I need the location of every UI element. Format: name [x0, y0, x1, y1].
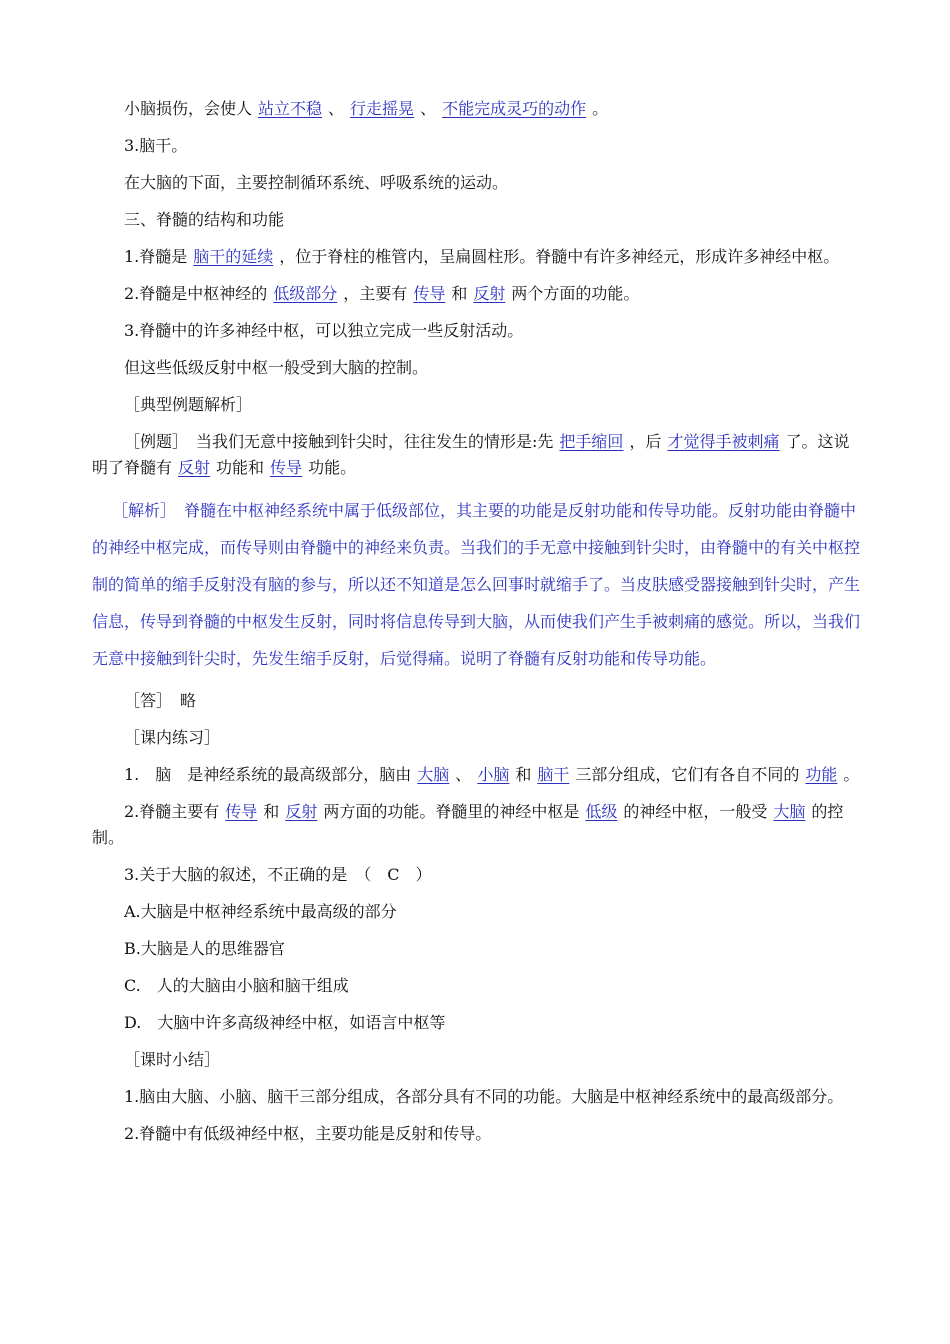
blank-answer: 站立不稳	[258, 99, 323, 118]
blank-answer: 行走摇晃	[350, 99, 415, 118]
answer-line: ［答］ 略	[124, 691, 197, 710]
blank-answer: 低级	[585, 802, 618, 821]
summary-point-1: 1.脑由大脑、小脑、脑干三部分组成，各部分具有不同的功能。大脑是中枢神经系统中的最高级部分。	[124, 1087, 844, 1106]
summary-heading: ［课时小结］	[124, 1050, 221, 1069]
brainstem-text: 在大脑的下面，主要控制循环系统、呼吸系统的运动。	[124, 173, 509, 192]
practice-question-1: 1. 脑 是神经系统的最高级部分，脑由 大脑 、 小脑 和 脑干 三部分组成，它们有各自不同的 功能 。	[124, 765, 860, 784]
blank-answer: 不能完成灵巧的动作	[442, 99, 587, 118]
example-question: ［例题］ 当我们无意中接触到针尖时，往往发生的情形是:先 把手缩回 ，后 才觉得手被刺痛 了。这说明了脊髓有 反射 功能和 传导 功能。	[92, 432, 850, 477]
blank-answer: 传导	[413, 284, 446, 303]
blank-answer: 功能	[805, 765, 838, 784]
spinal-cord-point-2: 2.脊髓是中枢神经的 低级部分 ，主要有 传导 和 反射 两个方面的功能。	[124, 284, 640, 303]
blank-answer: 大脑	[773, 802, 806, 821]
spinal-cord-point-1: 1.脊髓是 脑干的延续 ，位于脊柱的椎管内，呈扁圆柱形。脊髓中有许多神经元，形成许多神经中枢。	[124, 247, 840, 266]
blank-answer: 把手缩回	[559, 432, 624, 451]
practice-question-2: 2.脊髓主要有 传导 和 反射 两方面的功能。脊髓里的神经中枢是 低级 的神经中枢，一般受 大脑 的控制。	[92, 802, 844, 847]
blank-answer: 反射	[473, 284, 506, 303]
blank-answer: 才觉得手被刺痛	[667, 432, 780, 451]
blank-answer: 脑干的延续	[193, 247, 274, 266]
spinal-cord-point-3: 3.脊髓中的许多神经中枢，可以独立完成一些反射活动。	[124, 321, 524, 340]
brainstem-heading: 3.脑干。	[124, 136, 188, 155]
document-page	[92, 96, 860, 1158]
blank-answer: 小脑	[477, 765, 510, 784]
blank-answer: 脑干	[537, 765, 570, 784]
blank-answer: 传导	[225, 802, 258, 821]
blank-answer: 反射	[285, 802, 318, 821]
option-d: D. 大脑中许多高级神经中枢，如语言中枢等	[124, 1013, 446, 1032]
blank-answer: 低级部分	[273, 284, 338, 303]
option-c: C. 人的大脑由小脑和脑干组成	[124, 976, 349, 995]
option-b: B.大脑是人的思维器官	[124, 939, 285, 958]
blank-answer: 大脑	[417, 765, 450, 784]
blank-answer: 反射	[178, 458, 211, 477]
example-heading: ［典型例题解析］	[124, 395, 253, 414]
practice-question-3: 3.关于大脑的叙述，不正确的是 （ C ）	[124, 865, 432, 884]
summary-point-2: 2.脊髓中有低级神经中枢，主要功能是反射和传导。	[124, 1124, 492, 1143]
practice-heading: ［课内练习］	[124, 728, 221, 747]
analysis-text: ［解析］ 脊髓在中枢神经系统中属于低级部位，其主要的功能是反射功能和传导功能。反射功能由脊髓中的神经中枢完成，而传导则由脊髓中的神经来负责。当我们的手无意中接触到针尖时，由脊髓中的有关中枢控制的简单的缩手反射没有脑的参与，所以还不知道是怎么回事时就缩手了。当皮肤感受器接触到针尖时，产生信息，传导到脊髓的中枢发生反射，同时将信息传导到大脑，从而使我们产生手被刺痛的感觉。所以，当我们无意中接触到针尖时，先发生缩手反射，后觉得痛。说明了脊髓有反射功能和传导功能。	[92, 501, 861, 668]
section-heading: 三、脊髓的结构和功能	[124, 210, 285, 229]
cerebellum-line: 小脑损伤，会使人 站立不稳 、 行走摇晃 、 不能完成灵巧的动作 。	[124, 99, 609, 118]
spinal-cord-note: 但这些低级反射中枢一般受到大脑的控制。	[124, 358, 429, 377]
blank-answer: 传导	[270, 458, 303, 477]
option-a: A.大脑是中枢神经系统中最高级的部分	[124, 902, 397, 921]
